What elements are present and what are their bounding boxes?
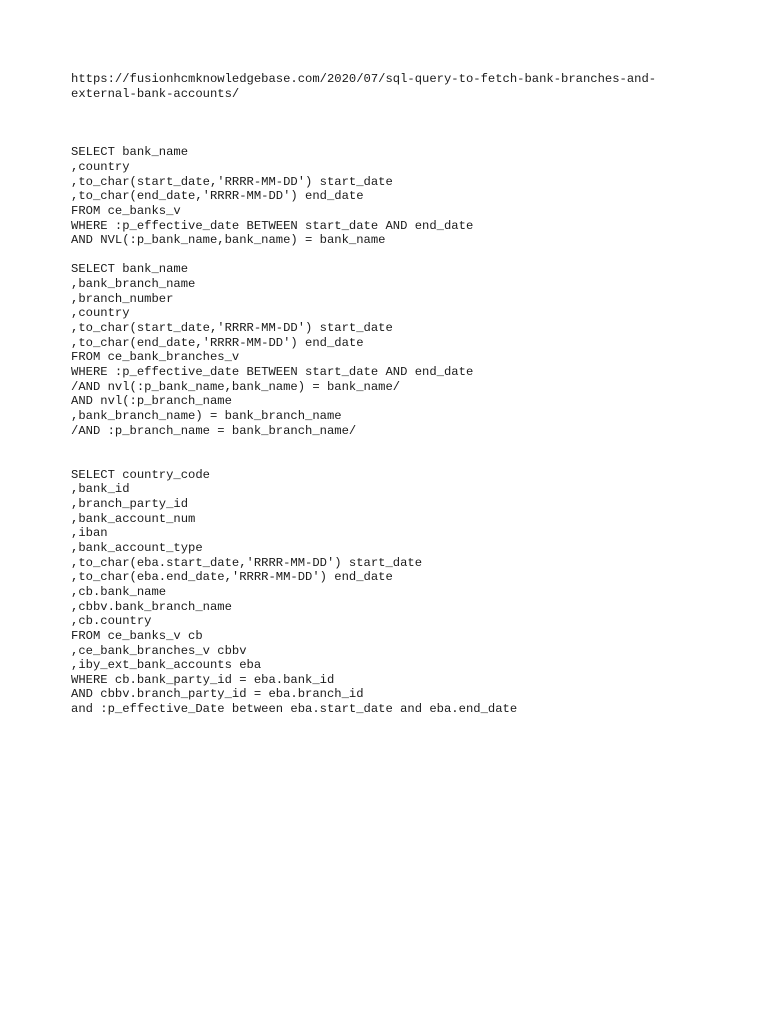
- query-line: ,to_char(start_date,'RRRR-MM-DD') start_date: [71, 174, 393, 189]
- query-line: SELECT bank_name: [71, 145, 189, 160]
- query-line: ,bank_branch_name: [71, 277, 196, 292]
- source-url-line-2: external-bank-accounts/: [71, 86, 240, 101]
- query-line: ,cb.country: [71, 614, 152, 629]
- query-line: WHERE :p_effective_date BETWEEN start_date AND end_date: [71, 365, 474, 380]
- query-banks: [71, 145, 731, 248]
- source-url-line-1: https://fusionhcmknowledgebase.com/2020/07/sql-query-to-fetch-bank-branches-and-: [71, 72, 657, 86]
- query-line: AND nvl(:p_branch_name: [71, 394, 232, 409]
- query-line: /AND nvl(:p_bank_name,bank_name) = bank_name/: [71, 379, 401, 394]
- query-line: ,branch_party_id: [71, 496, 189, 511]
- query-external-bank-accounts: [71, 468, 731, 717]
- query-line: ,cb.bank_name: [71, 584, 167, 599]
- query-line: SELECT country_code: [71, 467, 210, 482]
- query-line: SELECT bank_name: [71, 262, 189, 277]
- query-line: ,to_char(end_date,'RRRR-MM-DD') end_date: [71, 335, 364, 350]
- query-line: ,to_char(eba.end_date,'RRRR-MM-DD') end_date: [71, 570, 393, 585]
- query-line: ,to_char(eba.start_date,'RRRR-MM-DD') start_date: [71, 555, 423, 570]
- query-line: FROM ce_bank_branches_v: [71, 350, 240, 365]
- query-line: and :p_effective_Date between eba.start_date and eba.end_date: [71, 702, 518, 717]
- query-line: ,bank_id: [71, 482, 130, 497]
- query-line: ,iby_ext_bank_accounts eba: [71, 658, 262, 673]
- query-line: FROM ce_banks_v cb: [71, 628, 203, 643]
- query-line: ,iban: [71, 526, 108, 541]
- query-line: ,branch_number: [71, 291, 174, 306]
- query-line: AND NVL(:p_bank_name,bank_name) = bank_name: [71, 233, 386, 248]
- query-line: ,to_char(start_date,'RRRR-MM-DD') start_date: [71, 321, 393, 336]
- query-line: ,country: [71, 306, 130, 321]
- query-bank-branches: [71, 262, 731, 438]
- query-line: AND cbbv.branch_party_id = eba.branch_id: [71, 687, 364, 702]
- query-line: ,bank_account_num: [71, 511, 196, 526]
- query-line: ,cbbv.bank_branch_name: [71, 599, 232, 614]
- query-line: ,bank_account_type: [71, 540, 203, 555]
- document-page: [71, 72, 731, 717]
- query-line: WHERE :p_effective_date BETWEEN start_date AND end_date: [71, 218, 474, 233]
- query-line: WHERE cb.bank_party_id = eba.bank_id: [71, 672, 335, 687]
- query-line: ,to_char(end_date,'RRRR-MM-DD') end_date: [71, 189, 364, 204]
- query-line: ,ce_bank_branches_v cbbv: [71, 643, 247, 658]
- query-line: /AND :p_branch_name = bank_branch_name/: [71, 423, 357, 438]
- query-line: ,bank_branch_name) = bank_branch_name: [71, 409, 342, 424]
- source-url: [71, 72, 731, 101]
- query-line: ,country: [71, 159, 130, 174]
- query-line: FROM ce_banks_v: [71, 203, 181, 218]
